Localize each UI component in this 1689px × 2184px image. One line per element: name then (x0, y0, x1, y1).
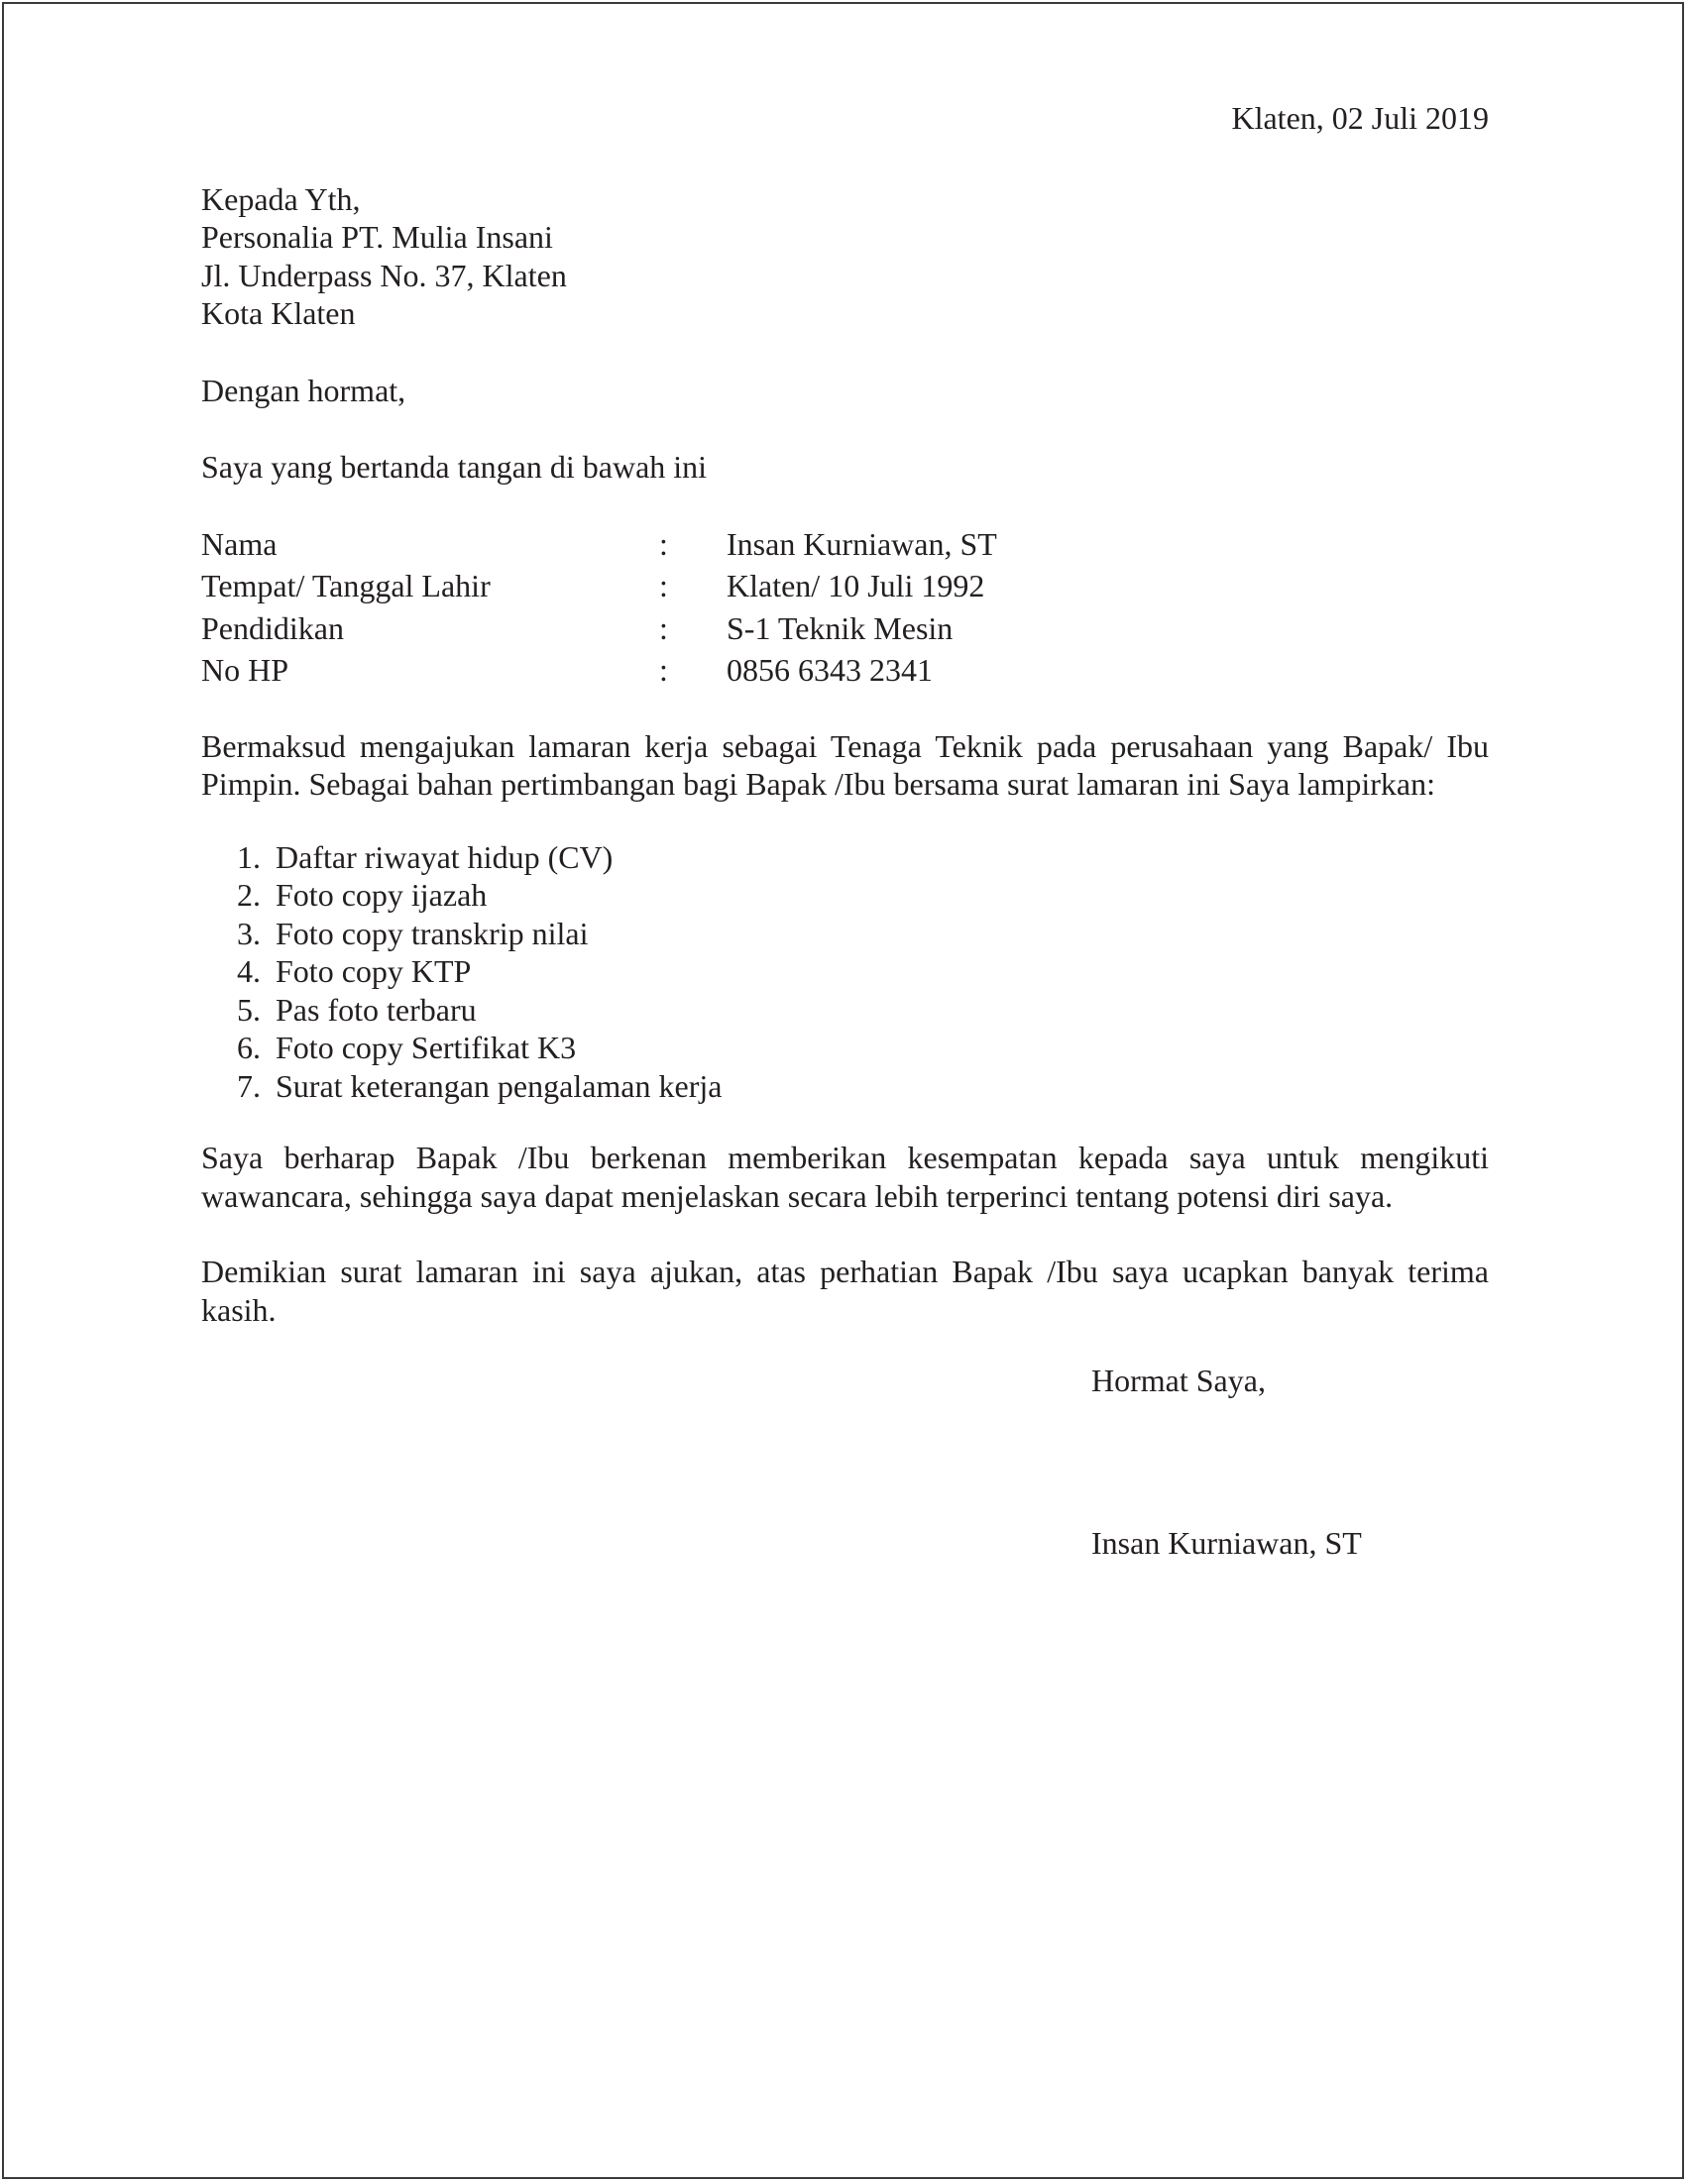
identity-label: Nama (201, 525, 278, 562)
identity-row (201, 567, 997, 609)
identity-table (201, 525, 997, 694)
list-item-text: Daftar riwayat hidup (CV) (276, 838, 614, 875)
identity-row (201, 651, 997, 694)
identity-label: No HP (201, 652, 289, 688)
identity-colon: : (659, 652, 668, 688)
letter-date: Klaten, 02 Juli 2019 (1231, 100, 1489, 136)
list-item-number: 7. (237, 1067, 261, 1104)
closing-paragraph: Demikian surat lamaran ini saya ajukan, atas perhatian Bapak /Ibu saya ucapkan banyak terima kasih. (201, 1254, 1489, 1328)
identity-colon: : (659, 568, 668, 603)
recipient-line: Kepada Yth, (201, 180, 361, 217)
identity-value: Klaten/ 10 Juli 1992 (727, 568, 985, 603)
recipient-address (201, 180, 1489, 333)
list-item (201, 876, 1489, 915)
list-item-text: Foto copy transkrip nilai (276, 915, 589, 951)
intro-sentence: Saya yang bertanda tangan di bawah ini (201, 449, 708, 485)
closing-salutation: Hormat Saya, (1091, 1363, 1266, 1398)
signature-name: Insan Kurniawan, ST (1091, 1524, 1362, 1561)
list-item-number: 6. (237, 1030, 261, 1065)
identity-label: Pendidikan (201, 609, 344, 646)
recipient-line: Personalia PT. Mulia Insani (201, 219, 553, 255)
list-item (201, 838, 1489, 877)
list-item-text: Pas foto terbaru (276, 991, 477, 1028)
list-item-text: Surat keterangan pengalaman kerja (276, 1067, 723, 1104)
purpose-paragraph: Bermaksud mengajukan lamaran kerja sebagai Tenaga Teknik pada perusahaan yang Bapak/ Ibu Pimpin. Sebagai bahan pertimbangan bagi Bapak /Ibu bersama surat lamaran ini Saya lampirkan: (201, 727, 1489, 802)
application-letter (201, 99, 1489, 1562)
identity-colon: : (659, 609, 668, 646)
list-item-text: Foto copy KTP (276, 953, 472, 989)
greeting: Dengan hormat, (201, 372, 406, 408)
list-item-number: 5. (237, 991, 261, 1028)
recipient-line: Jl. Underpass No. 37, Klaten (201, 257, 567, 293)
list-item-number: 4. (237, 953, 261, 989)
list-item-number: 2. (237, 877, 261, 913)
list-item (201, 991, 1489, 1030)
list-item (201, 1029, 1489, 1067)
list-item-number: 1. (237, 838, 261, 875)
list-item (201, 952, 1489, 991)
identity-row (201, 525, 997, 568)
identity-value: 0856 6343 2341 (727, 652, 933, 688)
hope-paragraph: Saya berharap Bapak /Ibu berkenan memberikan kesempatan kepada saya untuk mengikuti wawancara, sehingga saya dapat menjelaskan secara lebih terperinci tentang potensi diri saya. (201, 1140, 1489, 1214)
recipient-line: Kota Klaten (201, 295, 356, 331)
list-item-number: 3. (237, 915, 261, 951)
identity-colon: : (659, 525, 668, 562)
list-item (201, 1067, 1489, 1106)
list-item (201, 915, 1489, 953)
identity-value: Insan Kurniawan, ST (727, 525, 997, 562)
list-item-text: Foto copy Sertifikat K3 (276, 1030, 577, 1065)
identity-label: Tempat/ Tanggal Lahir (201, 568, 491, 603)
attachment-list (201, 838, 1489, 1106)
list-item-text: Foto copy ijazah (276, 877, 488, 913)
identity-value: S-1 Teknik Mesin (727, 609, 954, 646)
identity-row (201, 609, 997, 652)
